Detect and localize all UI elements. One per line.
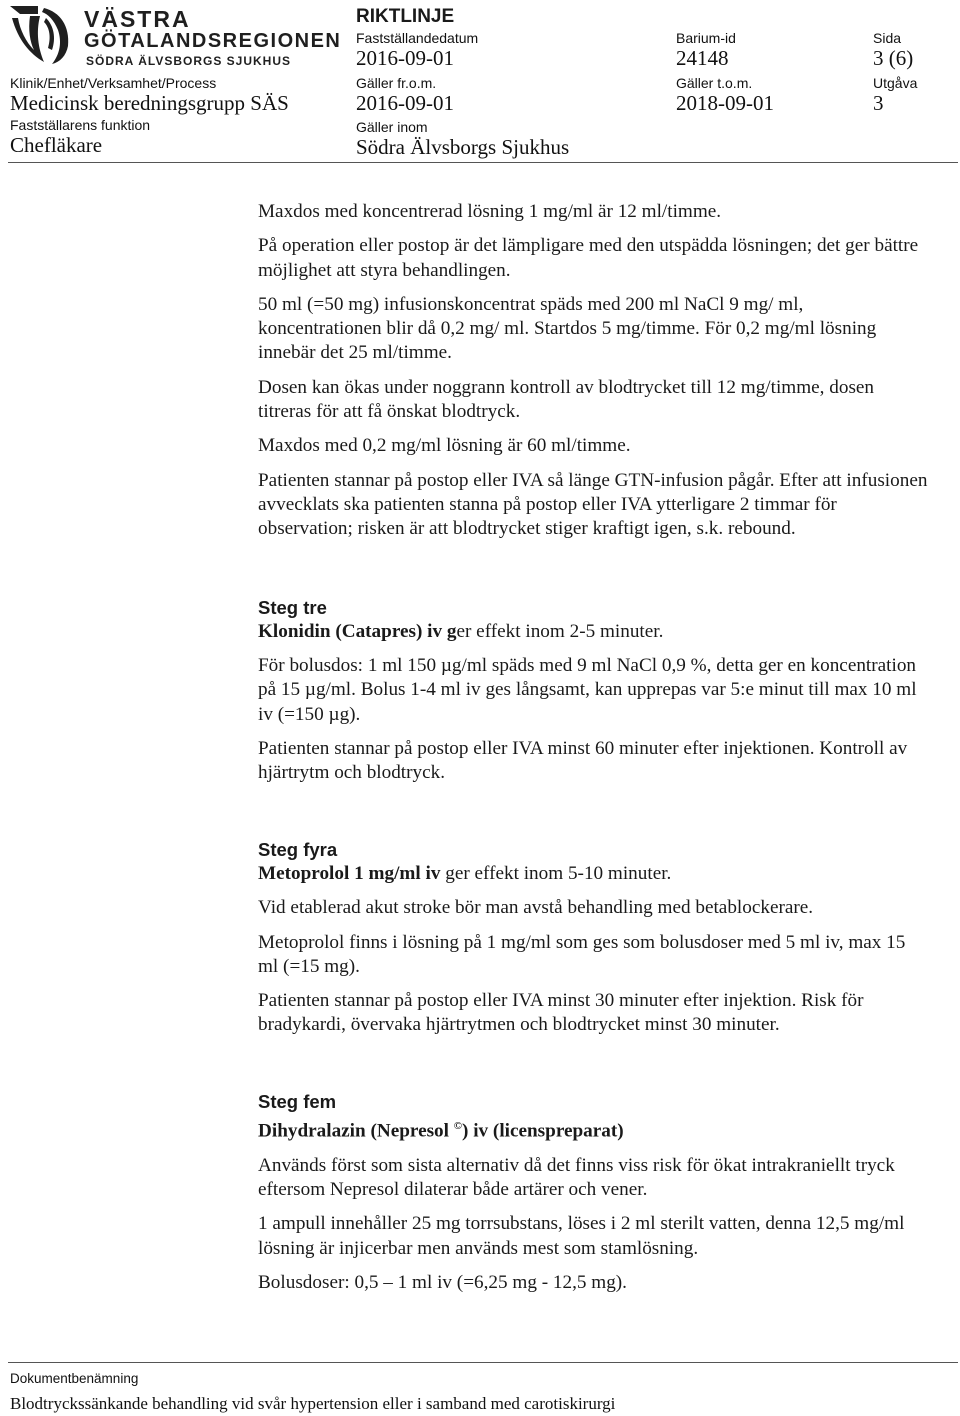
barium-value: 24148	[676, 46, 729, 70]
org-name-line3: SÖDRA ÄLVSBORGS SJUKHUS	[86, 54, 292, 68]
paragraph: Vid etablerad akut stroke bör man avstå behandling med betablockerare.	[258, 897, 814, 919]
galler-fr-value: 2016-09-01	[356, 91, 454, 115]
footer-divider	[8, 1362, 958, 1363]
paragraph: 1 ampull innehåller 25 mg torrsubstans, löses i 2 ml sterilt vatten, denna 12,5 mg/ml lösning är injicerbar men används mest som stamlösning.	[258, 1213, 905, 1259]
sida-value: 3 (6)	[873, 46, 914, 70]
funktion-value: Chefläkare	[10, 133, 103, 157]
drug-line-klonidin	[258, 620, 930, 644]
drug-line-dihydralazin	[258, 1114, 930, 1144]
galler-tom-value: 2018-09-01	[676, 91, 774, 115]
org-name-line1: VÄSTRA	[84, 6, 191, 32]
drug-name: Dihydralazin (Nepresol	[258, 1120, 449, 1142]
fastst-datum-label: Fastställandedatum	[356, 30, 479, 46]
paragraph: Används först som sista alternativ då det finns viss risk för ökat intrakraniellt tryck eftersom Nepresol dilaterar både artärer och vener.	[258, 1154, 895, 1200]
header-divider	[8, 162, 958, 163]
galler-tom-label: Gäller t.o.m.	[676, 75, 753, 91]
drug-effect: er effekt inom 2-5 minuter.	[456, 620, 664, 642]
paragraph: Maxdos med koncentrerad lösning 1 mg/ml är 12 ml/timme.	[258, 201, 722, 222]
paragraph: Patienten stannar på postop eller IVA minst 30 minuter efter injektion. Risk för bradykardi, övervaka hjärtrytmen och blodtrycket minst 30 minuter.	[258, 990, 864, 1036]
barium-label: Barium-id	[676, 30, 736, 46]
klinik-label: Klinik/Enhet/Verksamhet/Process	[10, 75, 217, 91]
fastst-datum-value: 2016-09-01	[356, 46, 454, 70]
utgava-value: 3	[873, 91, 884, 115]
galler-inom-label: Gäller inom	[356, 119, 428, 135]
paragraph: Dosen kan ökas under noggrann kontroll av blodtrycket till 12 mg/timme, dosen titreras för att få önskat blodtryck.	[258, 376, 875, 423]
drug-name-suffix: ) iv (licenspreparat)	[462, 1120, 624, 1142]
document-type: RIKTLINJE	[356, 6, 455, 27]
paragraph: Bolusdoser: 0,5 – 1 ml iv (=6,25 mg - 12,5 mg).	[258, 1271, 627, 1293]
drug-line-metoprolol	[258, 862, 930, 886]
footer-label: Dokumentbenämning	[10, 1371, 139, 1386]
section-heading-steg-fyra: Steg fyra	[258, 838, 338, 860]
galler-inom-value: Södra Älvsborgs Sjukhus	[356, 135, 570, 159]
footer-document-name: Blodtryckssänkande behandling vid svår hypertension eller i samband med carotiskirurgi	[10, 1394, 616, 1413]
funktion-label: Fastställarens funktion	[10, 117, 151, 133]
paragraph: Metoprolol finns i lösning på 1 mg/ml som ges som bolusdoser med 5 ml iv, max 15 ml (=15 mg).	[258, 931, 906, 977]
klinik-value: Medicinsk beredningsgrupp SÄS	[10, 91, 289, 115]
paragraph: Patienten stannar på postop eller IVA minst 60 minuter efter injektionen. Kontroll av hjärtrytm och blodtryck.	[258, 738, 908, 784]
sida-label: Sida	[873, 30, 902, 46]
drug-name: Klonidin (Catapres) iv g	[258, 620, 457, 642]
logo	[8, 4, 342, 68]
section-heading-steg-fem: Steg fem	[258, 1090, 337, 1112]
drug-name: Metoprolol 1 mg/ml iv	[258, 862, 441, 884]
document-body	[258, 200, 930, 1305]
paragraph: För bolusdos: 1 ml 150 µg/ml späds med 9 ml NaCl 0,9 %, detta ger en koncentration på 15 µg/ml. Bolus 1-4 ml iv ges långsamt, kan upprepas var 5:e minut till max 10 ml iv (=150 µg).	[258, 655, 917, 725]
org-name-line2: GÖTALANDSREGIONEN	[84, 30, 342, 52]
drug-effect: ger effekt inom 5-10 minuter.	[440, 862, 672, 884]
paragraph: Patienten stannar på postop eller IVA så länge GTN-infusion pågår. Efter att infusionen avvecklats ska patienten stanna på postop eller IVA ytterligare 2 timmar för observation; risken är att blodtrycket stiger kraftigt igen, s.k. rebound.	[258, 469, 928, 540]
galler-fr-label: Gäller fr.o.m.	[356, 75, 437, 91]
utgava-label: Utgåva	[873, 75, 918, 91]
region-emblem-icon	[8, 4, 74, 66]
paragraph: På operation eller postop är det lämpligare med den utspädda lösningen; det ger bättre möjlighet att styra behandlingen.	[258, 235, 919, 281]
paragraph: 50 ml (=50 mg) infusionskoncentrat späds med 200 ml NaCl 9 mg/ ml, koncentrationen blir då 0,2 mg/ ml. Startdos 5 mg/timme. För 0,2 mg/ml lösning innebär det 25 ml/timme.	[258, 293, 877, 364]
copyright-mark: ©	[453, 1120, 463, 1133]
section-heading-steg-tre: Steg tre	[258, 596, 327, 618]
paragraph: Maxdos med 0,2 mg/ml lösning är 60 ml/timme.	[258, 435, 631, 457]
